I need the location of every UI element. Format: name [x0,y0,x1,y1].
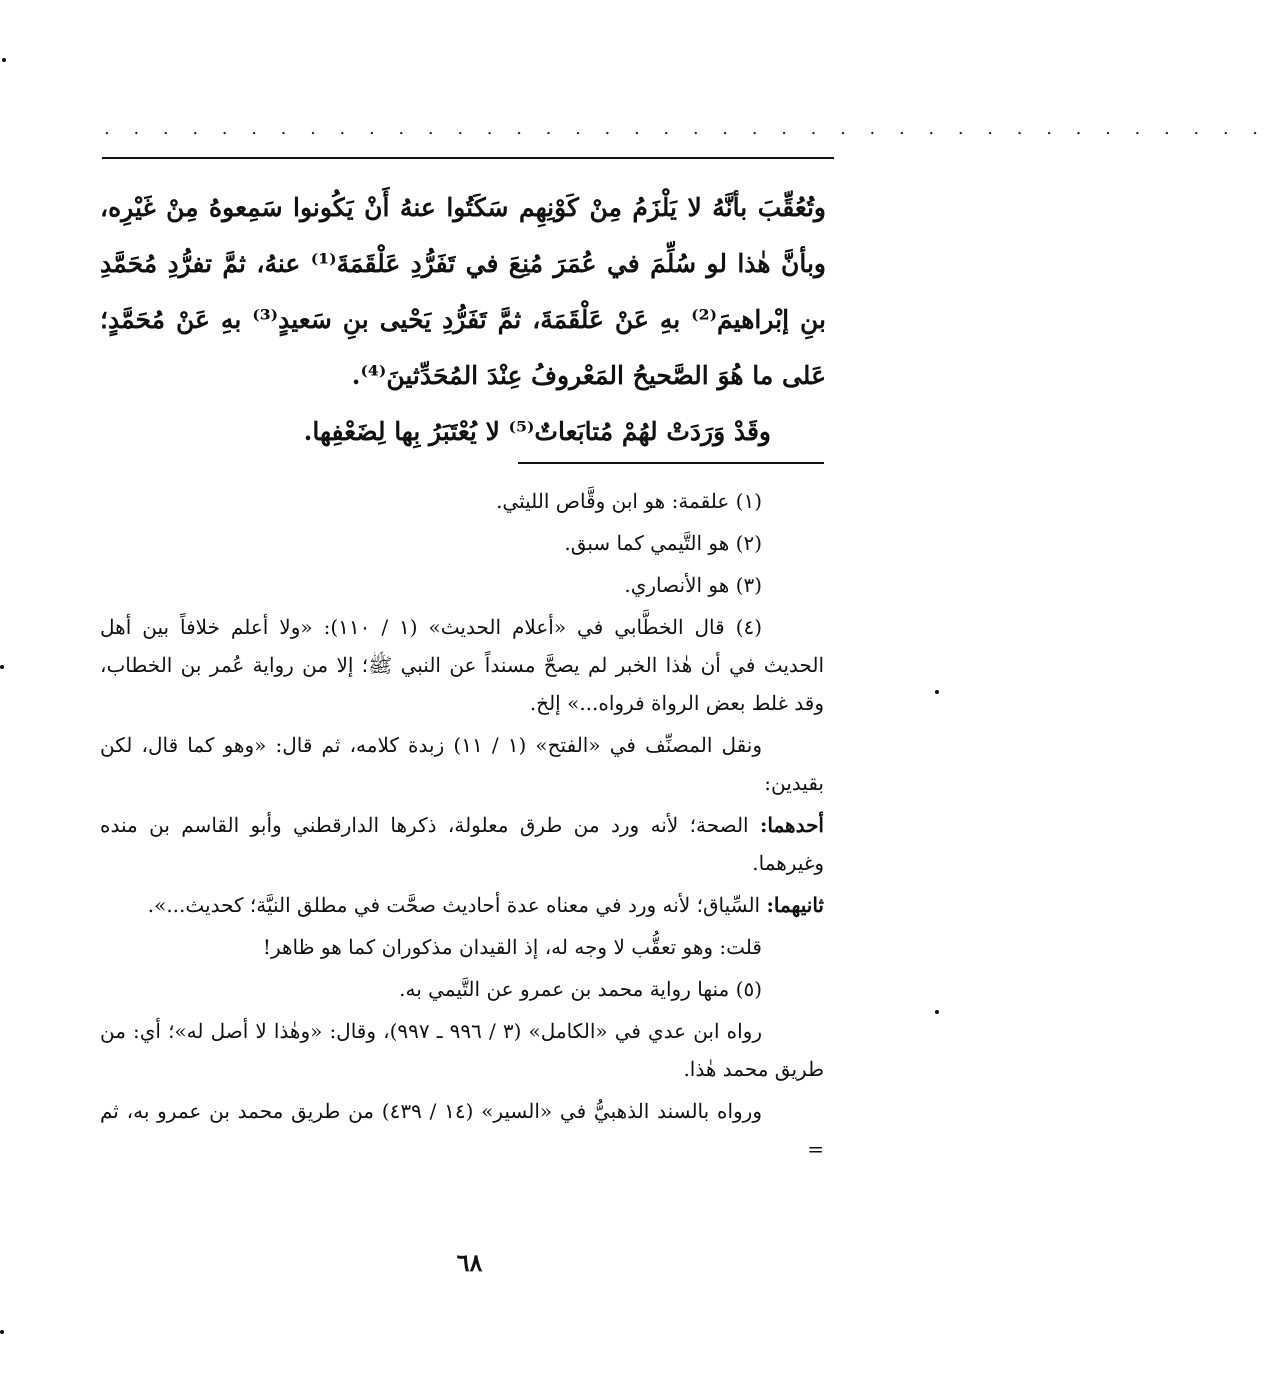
footnote-4-remark: قلت: وهو تعقُّب لا وجه له، إذ القيدان مذكوران كما هو ظاهر! [262,935,762,959]
margin-mark [935,690,939,694]
first-condition-lead: أحدهما: [759,813,824,837]
footnote-4-continuation: ونقل المصنِّف في «الفتح» (١ / ١١) زبدة كلامه، ثم قال: «وهو كما قال، لكن بقيدين: [100,733,824,795]
main-paragraph-2: وقَدْ وَرَدَتْ لهُمْ مُتابَعاتٌ⁽⁵⁾ لا يُعْتَبَرُ بِها لِضَعْفِها. [303,417,771,446]
margin-mark [935,1010,939,1014]
footnote-5: (٥) منها رواية محمد بن عمرو عن التَّيمي به. [399,977,762,1001]
first-condition-text: الصحة؛ لأنه ورد من طرق معلولة، ذكرها الدارقطني وأبو القاسم بن منده وغيرهما. [100,813,824,875]
footnote-4-second-condition [100,886,824,924]
footnote-4-first-condition [100,806,824,882]
main-paragraph-1: وتُعُقِّبَ بأنَّهُ لا يَلْزَمُ مِنْ كَوْنِهِم سَكَتُوا عنهُ أَنْ يَكُونوا سَمِعوهُ مِنْ غَيْرِه، وبأنَّ هٰذا لو سُلِّمَ في عُمَرَ مُنِعَ في تَفَرُّدِ عَلْقَمَةَ⁽¹⁾ عنهُ، ثمَّ تفرُّدِ مُحَمَّدِ بنِ إبْراهيمَ⁽²⁾ بهِ عَنْ عَلْقَمَةَ، ثمَّ تَفَرُّدِ يَحْيى بنِ سَعيدٍ⁽³⁾ بهِ عَنْ مُحَمَّدٍ؛ عَلى ما هُوَ الصَّحيحُ المَعْروفُ عِنْدَ المُحَدِّثينَ⁽⁴⁾. [100,193,826,390]
footnote-5-source-a: رواه ابن عدي في «الكامل» (٣ / ٩٩٦ ـ ٩٩٧)، وقال: «وهٰذا لا أصل له»؛ أي: من طريق محمد هٰذا. [100,1019,824,1081]
margin-mark [0,665,4,669]
footnote-3: (٣) هو الأنصاري. [624,573,762,597]
second-condition-lead: ثانيهما: [766,893,824,917]
margin-mark [2,58,6,62]
header-rule [102,157,834,159]
footnote-2: (٢) هو التَّيمي كما سبق. [564,531,762,555]
header-dotted-line: . . . . . . . . . . . . . . . . . . . . . . . . . . . . . . . . . . . . . . . . [104,118,1267,139]
second-condition-text: السِّياق؛ لأنه ورد في معناه عدة أحاديث صحَّت في مطلق النيَّة؛ كحديث...». [147,893,767,917]
footnote-4: (٤) قال الخطَّابي في «أعلام الحديث» (١ / ١١٠): «ولا أعلم خلافاً بين أهل الحديث في أن هٰذا الخبر لم يصحَّ مسنداً عن النبي ﷺ؛ إلا من رواية عُمر بن الخطاب، وقد غلط بعض الرواة فرواه...» إلخ. [100,615,824,715]
margin-mark [0,1330,4,1334]
page-number: ٦٨ [456,1248,483,1277]
footnotes-block [100,482,824,1172]
footnote-separator [518,462,824,464]
footnote-1: (١) علقمة: هو ابن وقَّاص الليثي. [496,489,762,513]
main-text-block [100,180,826,460]
footnote-5-source-b: ورواه بالسند الذهبيُّ في «السير» (١٤ / ٤٣٩) من طريق محمد بن عمرو به، ثم = [100,1099,824,1161]
